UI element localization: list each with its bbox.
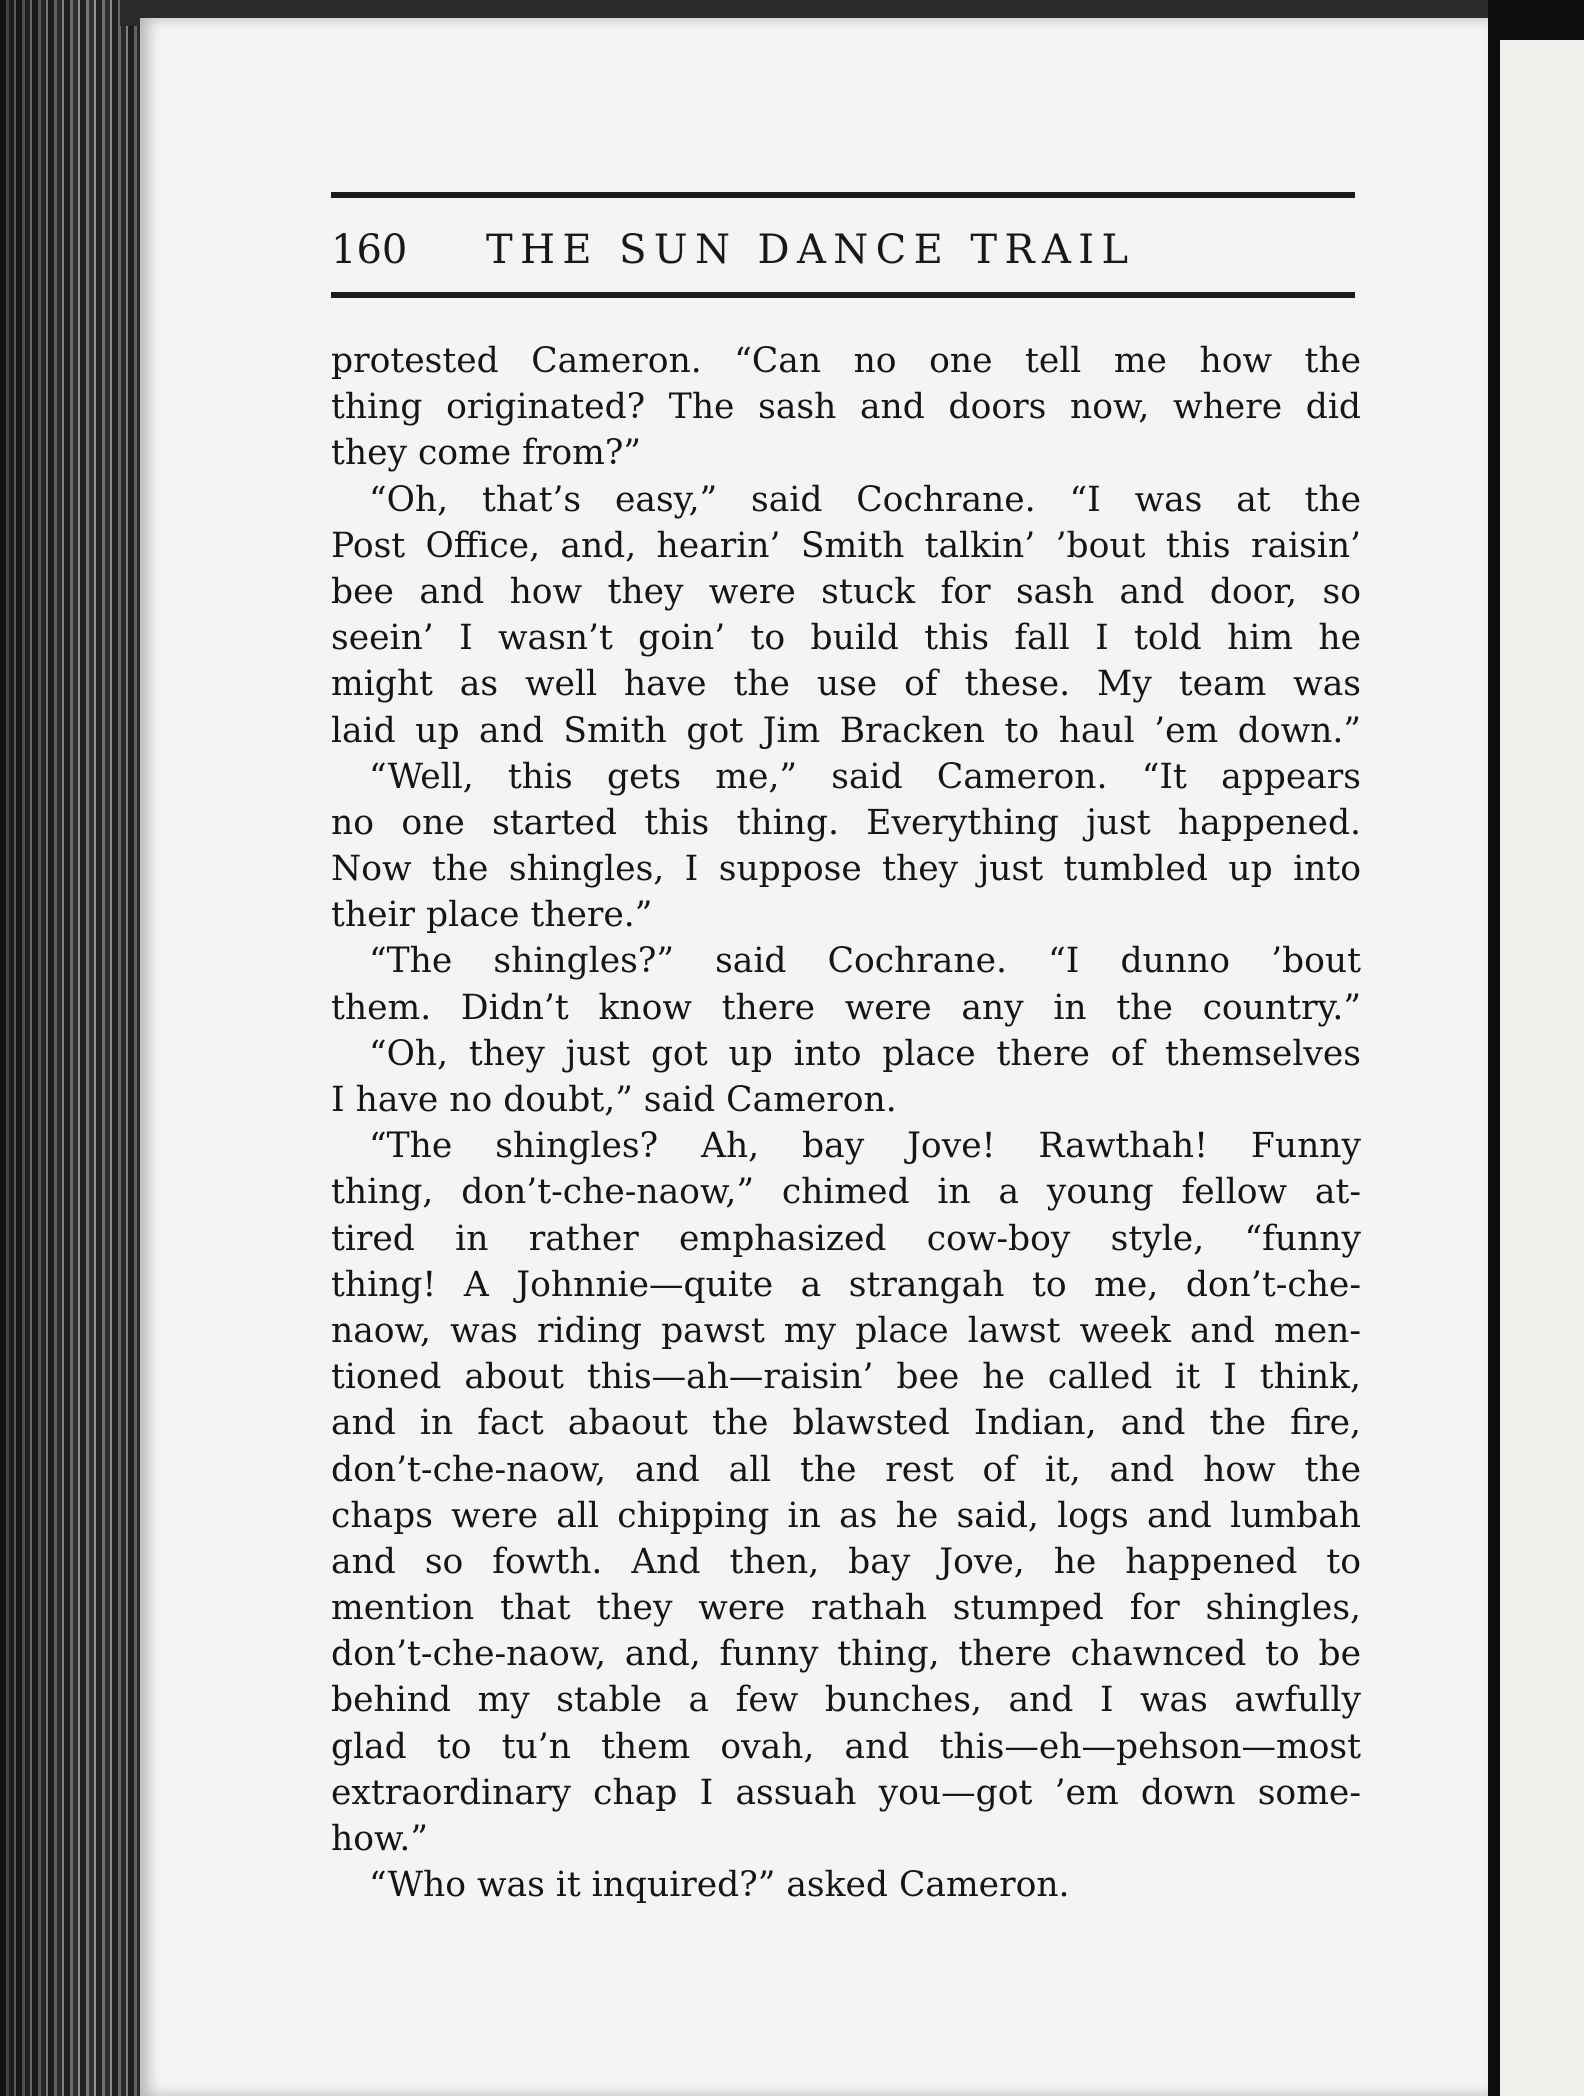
text-line: behind my stable a few bunches, and I was awfully <box>331 1680 1361 1721</box>
header-rule-top <box>331 192 1355 198</box>
body-text <box>331 338 1361 1908</box>
text-line: thing originated? The sash and doors now, where did <box>331 387 1361 428</box>
text-line: naow, was riding pawst my place lawst week and men- <box>331 1310 1361 1351</box>
text-line: they come from?” <box>331 433 642 474</box>
text-line: don’t-che-naow, and, funny thing, there chawnced to be <box>331 1634 1361 1675</box>
text-line: “Who was it inquired?” asked Cameron. <box>369 1865 1070 1906</box>
text-line: “Oh, they just got up into place there of themselves <box>369 1033 1361 1074</box>
text-line: laid up and Smith got Jim Bracken to haul ’em down.” <box>331 710 1361 751</box>
text-line: Post Office, and, hearin’ Smith talkin’ ’bout this raisin’ <box>331 525 1361 566</box>
text-line: mention that they were rathah stumped for shingles, <box>331 1588 1361 1629</box>
text-line: Now the shingles, I suppose they just tumbled up into <box>331 849 1361 890</box>
text-line: tioned about this—ah—raisin’ bee he called it I think, <box>331 1357 1361 1398</box>
header-rule-bottom <box>331 292 1355 298</box>
text-line: and in fact abaout the blawsted Indian, and the fire, <box>331 1403 1361 1444</box>
text-line: and so fowth. And then, bay Jove, he happened to <box>331 1541 1361 1582</box>
text-line: how.” <box>331 1819 429 1859</box>
text-line: “Oh, that’s easy,” said Cochrane. “I was at the <box>369 479 1361 520</box>
text-line: extraordinary chap I assuah you—got ’em down some- <box>331 1772 1361 1813</box>
text-line: don’t-che-naow, and all the rest of it, and how the <box>331 1449 1361 1490</box>
text-line: thing, don’t-che-naow,” chimed in a young fellow at- <box>331 1172 1361 1213</box>
text-line: chaps were all chipping in as he said, logs and lumbah <box>331 1495 1361 1536</box>
text-line: tired in rather emphasized cow-boy style, “funny <box>331 1218 1361 1259</box>
text-line: thing! A Johnnie—quite a strangah to me, don’t-che- <box>331 1264 1361 1305</box>
text-line: their place there.” <box>331 895 653 936</box>
text-line: “The shingles?” said Cochrane. “I dunno ’bout <box>369 941 1361 982</box>
text-line: “The shingles? Ah, bay Jove! Rawthah! Funny <box>369 1126 1361 1167</box>
text-line: seein’ I wasn’t goin’ to build this fall I told him he <box>331 618 1361 659</box>
page-edges-shadow <box>0 0 150 2096</box>
text-line: glad to tu’n them ovah, and this—eh—pehson—most <box>331 1726 1361 1767</box>
text-line: them. Didn’t know there were any in the country.” <box>331 987 1361 1028</box>
text-line: no one started this thing. Everything just happened. <box>331 802 1361 843</box>
facing-page-sliver <box>1500 40 1584 2096</box>
text-line: “Well, this gets me,” said Cameron. “It appears <box>369 756 1361 797</box>
page-number: 160 <box>331 227 408 273</box>
text-line: bee and how they were stuck for sash and door, so <box>331 571 1361 612</box>
text-line: might as well have the use of these. My team was <box>331 664 1361 705</box>
running-header <box>331 222 1355 278</box>
text-line: protested Cameron. “Can no one tell me how the <box>331 341 1361 381</box>
text-line: I have no doubt,” said Cameron. <box>331 1080 897 1120</box>
running-title: THE SUN DANCE TRAIL <box>486 227 1136 273</box>
